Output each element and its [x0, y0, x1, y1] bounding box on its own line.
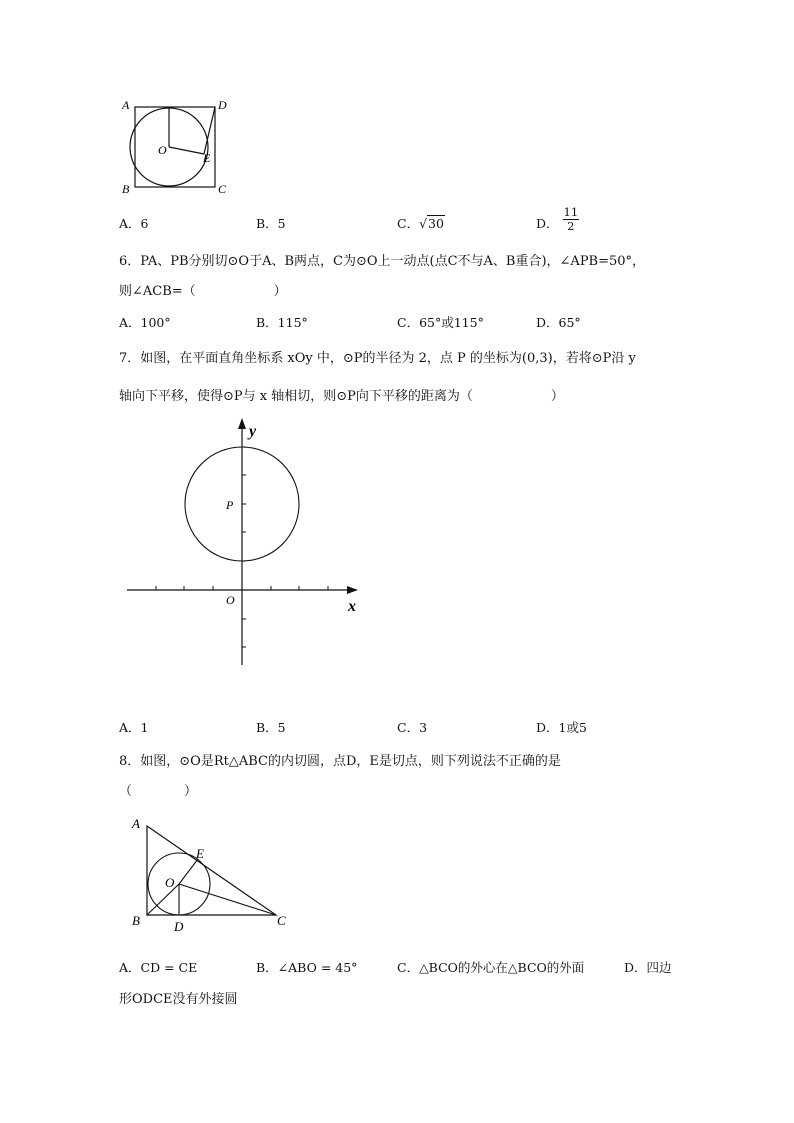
label-O: O	[165, 875, 175, 890]
segment-OE	[169, 147, 204, 154]
q8-option-a: A．CD = CE	[119, 960, 198, 975]
q5-option-d-prefix: D．	[536, 216, 559, 231]
y-axis-arrow	[238, 418, 246, 429]
q6-option-a: A．100°	[119, 315, 171, 330]
label-x: x	[348, 598, 356, 615]
q7-option-d: D．1或5	[536, 720, 587, 735]
q6-line-1: 6．PA、PB分别切⊙O于A、B两点，C为⊙O上一动点(点C不与A、B重合)，∠APB=50°，	[119, 254, 646, 269]
label-O: O	[226, 593, 235, 607]
q5-option-d	[536, 206, 579, 233]
label-y: y	[249, 423, 257, 440]
q6-option-c: C．65°或115°	[397, 315, 484, 330]
label-A: A	[132, 816, 140, 831]
fraction	[563, 206, 580, 233]
q7-option-b: B．5	[256, 720, 286, 735]
q6-line-2: 则∠ACB=（ ）	[119, 284, 287, 299]
q6-option-b: B．115°	[256, 315, 308, 330]
sqrt-sign: √	[419, 216, 428, 231]
label-B: B	[122, 182, 130, 196]
label-B: B	[132, 913, 140, 928]
label-P: P	[226, 498, 234, 512]
square	[135, 107, 215, 187]
q5-option-c	[397, 214, 445, 232]
label-C: C	[218, 182, 227, 196]
label-D: D	[218, 98, 227, 112]
q8-option-d-wrap: 形ODCE没有外接圆	[119, 992, 238, 1007]
label-E: E	[203, 151, 211, 165]
sqrt-radicand: 30	[428, 216, 444, 231]
q5-option-c-prefix: C．	[397, 216, 420, 231]
q8-line-2: （ ）	[119, 784, 198, 799]
q8-option-c: C．△BCO的外心在△BCO的外面	[397, 960, 585, 975]
q5-option-b: B．5	[256, 216, 286, 231]
y-ticks	[242, 447, 246, 647]
label-E: E	[196, 846, 204, 861]
fraction-numerator: 11	[563, 205, 579, 219]
label-O: O	[158, 143, 167, 157]
figure-coordinate-circle	[122, 415, 372, 675]
segment-OC	[179, 884, 276, 915]
q7-line-2: 轴向下平移，使得⊙P与 x 轴相切，则⊙P向下平移的距离为（ ）	[119, 389, 564, 404]
segment-DE	[204, 107, 215, 154]
x-axis-arrow	[347, 586, 358, 594]
q5-option-a: A．6	[119, 216, 149, 231]
fraction-denominator: 2	[567, 219, 575, 233]
label-D: D	[174, 919, 184, 934]
label-A: A	[122, 98, 130, 112]
figure-incircle-triangle	[128, 812, 298, 937]
label-C: C	[277, 913, 286, 928]
q6-option-d: D．65°	[536, 315, 581, 330]
q7-option-c: C．3	[397, 720, 428, 735]
figure-square-circle	[112, 92, 242, 202]
q7-line-1: 7．如图，在平面直角坐标系 xOy 中，⊙P的半径为 2，点 P 的坐标为(0,3)，若将⊙P沿 y	[119, 351, 636, 366]
segment-OE	[179, 859, 198, 884]
q8-option-d: D．四边	[624, 960, 672, 975]
q7-option-a: A．1	[119, 720, 149, 735]
triangle-ABC	[147, 826, 276, 915]
q8-line-1: 8．如图，⊙O是Rt△ABC的内切圆，点D，E是切点，则下列说法不正确的是	[119, 754, 561, 769]
q8-option-b: B．∠ABO = 45°	[256, 960, 358, 975]
